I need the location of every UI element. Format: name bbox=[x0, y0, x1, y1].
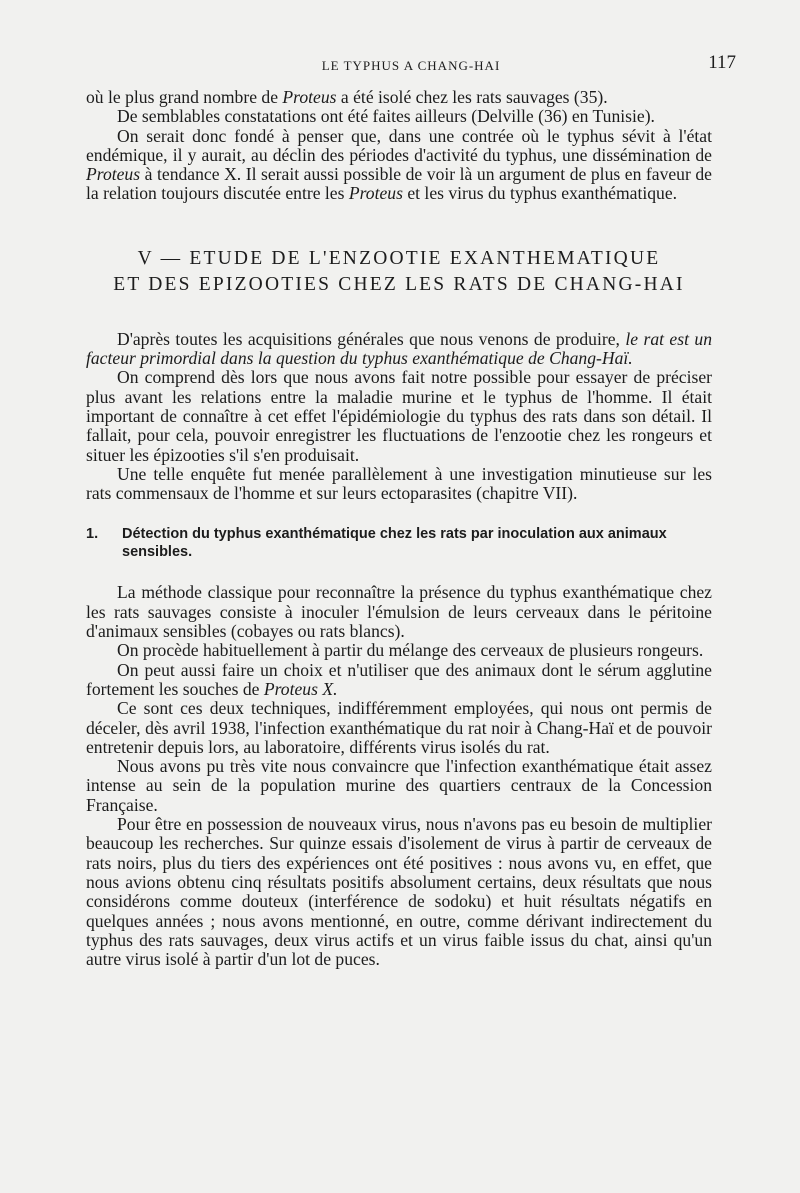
running-title: LE TYPHUS A CHANG-HAI bbox=[321, 58, 501, 73]
subsection-number: 1. bbox=[86, 526, 99, 543]
section-title-line: V — ETUDE DE L'ENZOOTIE EXANTHEMATIQUE bbox=[137, 247, 661, 269]
paragraph: Nous avons pu très vite nous convaincre que l'infection exanthématique était assez intense au sein de la population murine des quartiers centraux de la Concession Française. bbox=[86, 756, 712, 815]
paragraph: La méthode classique pour reconnaître la présence du typhus exanthématique chez les rats sauvages consiste à inoculer l'émulsion de leurs cerveaux dans le péritoine d'animaux sensibles (cobayes ou rats blancs). bbox=[86, 582, 712, 642]
section-title-line: ET DES EPIZOOTIES CHEZ LES RATS DE CHANG-HAI bbox=[113, 273, 685, 295]
paragraph: De semblables constatations ont été faites ailleurs (Delville (36) en Tunisie). bbox=[117, 106, 655, 127]
paragraph: Pour être en possession de nouveaux virus, nous n'avons pas eu besoin de multiplier beaucoup les recherches. Sur quinze essais d'isolement de virus à partir de cerveaux de rats noirs, plus du tiers des expériences ont été positives : nous avons vu, en effet, que nous avions obtenu cinq résultats positifs absolument certains, deux résultats que nous considérons comme douteux (interférence de sodoku) et huit résultats négatifs en quelques années ; nous avons mentionné, en outre, comme dérivant indirectement du typhus des rats sauvages, deux virus actifs et un virus faible issus du chat, ainsi qu'un autre virus isolé à partir d'un lot de puces. bbox=[86, 814, 712, 970]
subsection-title bbox=[86, 525, 712, 561]
paragraph: où le plus grand nombre de Proteus a été isolé chez les rats sauvages (35). bbox=[86, 87, 608, 107]
paragraph: On procède habituellement à partir du mélange des cerveaux de plusieurs rongeurs. bbox=[117, 640, 704, 661]
body-text bbox=[86, 88, 712, 969]
paragraph: On comprend dès lors que nous avons fait notre possible pour essayer de préciser plus avant les relations entre la maladie murine et le typhus de l'homme. Il était important de connaître à cet effet l'épidémiologie du typhus des rats dans son détail. Il fallait, pour cela, pouvoir enregistrer les fluctuations de l'enzootie chez les rongeurs et situer les épizooties s'il s'en produisait. bbox=[86, 367, 712, 465]
paragraph: D'après toutes les acquisitions générales que nous venons de produire, le rat est un facteur primordial dans la question du typhus exanthématique de Chang-Haï. bbox=[86, 328, 712, 369]
paragraph: Une telle enquête fut menée parallèlement à une investigation minutieuse sur les rats commensaux de l'homme et sur leurs ectoparasites (chapitre VII). bbox=[86, 463, 712, 504]
paragraph: Ce sont ces deux techniques, indifféremment employées, qui nous ont permis de déceler, dès avril 1938, l'infection exanthématique du rat noir à Chang-Haï et de pouvoir entretenir depuis lors, au laboratoire, différents virus isolés du rat. bbox=[86, 698, 712, 757]
section-title bbox=[86, 246, 712, 298]
paragraph: On serait donc fondé à penser que, dans une contrée où le typhus sévit à l'état endémique, il y aurait, au déclin des périodes d'activité du typhus, une dissémination de Proteus à tendance X. Il serait aussi possible de voir là un argument de plus en faveur de la relation toujours discutée entre les Proteus et les virus du typhus exanthématique. bbox=[86, 125, 712, 204]
subsection-heading: Détection du typhus exanthématique chez les rats par inoculation aux animaux sensibles. bbox=[122, 526, 667, 561]
page-number: 117 bbox=[708, 52, 736, 73]
paragraph: On peut aussi faire un choix et n'utiliser que des animaux dont le sérum agglutine fortement les souches de Proteus X. bbox=[86, 659, 712, 699]
